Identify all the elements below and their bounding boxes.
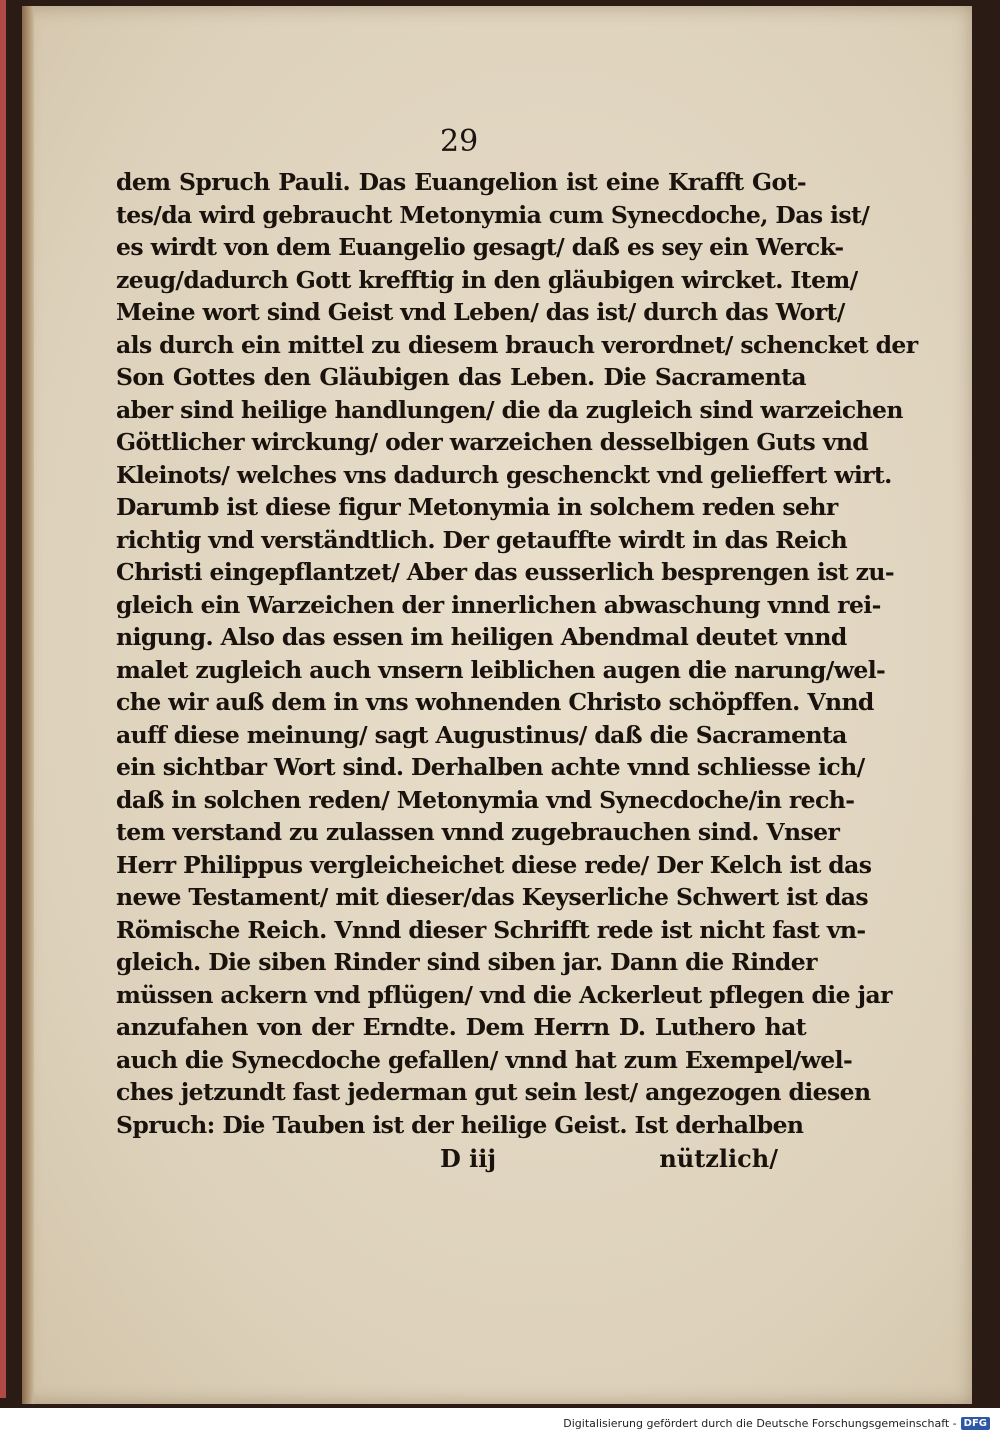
- text-line: Spruch: Die Tauben ist der heilige Geist. Ist derhalben: [116, 1110, 804, 1139]
- text-line: newe Testament/ mit dieser/das Keyserliche Schwert ist das: [116, 883, 869, 911]
- text-line: richtig vnd verständtlich. Der getauffte wirdt in das Reich: [116, 525, 848, 554]
- text-line: Christi eingepflantzet/ Aber das eusserlich besprengen ist zu-: [116, 558, 894, 586]
- text-line: auch die Synecdoche gefallen/ vnnd hat zum Exempel/wel-: [116, 1045, 853, 1074]
- text-line: Herr Philippus vergleicheichet diese rede/ Der Kelch ist das: [116, 850, 872, 879]
- page-text-block: [116, 166, 918, 1141]
- book-page: [22, 6, 972, 1404]
- text-line: zeug/dadurch Gott krefftig in den gläubigen wircket. Item/: [116, 265, 858, 294]
- text-line: tem verstand zu zulassen vnnd zugebrauchen sind. Vnser: [116, 818, 840, 846]
- text-line: Darumb ist diese figur Metonymia in solchem reden sehr: [116, 493, 838, 521]
- text-line: gleich ein Warzeichen der innerlichen abwaschung vnnd rei-: [116, 590, 881, 619]
- text-line: Römische Reich. Vnnd dieser Schrifft rede ist nicht fast vn-: [116, 915, 866, 944]
- text-line: als durch ein mittel zu diesem brauch verordnet/ schencket der: [116, 330, 918, 359]
- signature-mark: D iij: [440, 1144, 497, 1173]
- text-line: malet zugleich auch vnsern leiblichen augen die narung/wel-: [116, 655, 886, 684]
- red-spine-edge: [0, 0, 6, 1398]
- text-line: Göttlicher wirckung/ oder warzeichen desselbigen Guts vnd: [116, 428, 869, 456]
- text-line: che wir auß dem in vns wohnenden Christo schöpffen. Vnnd: [116, 688, 874, 716]
- text-line: auff diese meinung/ sagt Augustinus/ daß die Sacramenta: [116, 720, 847, 749]
- text-line: Meine wort sind Geist vnd Leben/ das ist/ durch das Wort/: [116, 298, 845, 326]
- text-line: ein sichtbar Wort sind. Derhalben achte vnnd schliesse ich/: [116, 753, 865, 781]
- text-line: nigung. Also das essen im heiligen Abendmal deutet vnnd: [116, 623, 847, 651]
- page-spine-shadow: [22, 6, 34, 1404]
- catchword: nützlich/: [659, 1144, 778, 1173]
- text-line: daß in solchen reden/ Metonymia vnd Synecdoche/in rech-: [116, 785, 855, 814]
- text-line: tes/da wird gebraucht Metonymia cum Synecdoche, Das ist/: [116, 200, 870, 229]
- credit-text: Digitalisierung gefördert durch die Deutsche Forschungsgemeinschaft -: [563, 1417, 957, 1430]
- text-line: es wirdt von dem Euangelio gesagt/ daß es sey ein Werck-: [116, 233, 844, 261]
- page-footer-line: [116, 1144, 806, 1180]
- text-line: gleich. Die siben Rinder sind siben jar. Dann die Rinder: [116, 948, 817, 976]
- text-line: ches jetzundt fast jederman gut sein lest/ angezogen diesen: [116, 1078, 871, 1106]
- digitization-credit: [563, 1417, 990, 1430]
- dfg-logo: DFG: [961, 1417, 990, 1430]
- text-line: Son Gottes den Gläubigen das Leben. Die Sacramenta: [116, 363, 806, 391]
- text-line: müssen ackern vnd pflügen/ vnd die Ackerleut pflegen die jar: [116, 980, 892, 1009]
- page-number: 29: [440, 124, 479, 159]
- text-line: anzufahen von der Erndte. Dem Herrn D. Luthero hat: [116, 1013, 806, 1041]
- text-line: dem Spruch Pauli. Das Euangelion ist eine Krafft Got-: [116, 168, 806, 196]
- text-line: aber sind heilige handlungen/ die da zugleich sind warzeichen: [116, 395, 903, 424]
- text-line: Kleinots/ welches vns dadurch geschenckt vnd gelieffert wirt.: [116, 460, 892, 489]
